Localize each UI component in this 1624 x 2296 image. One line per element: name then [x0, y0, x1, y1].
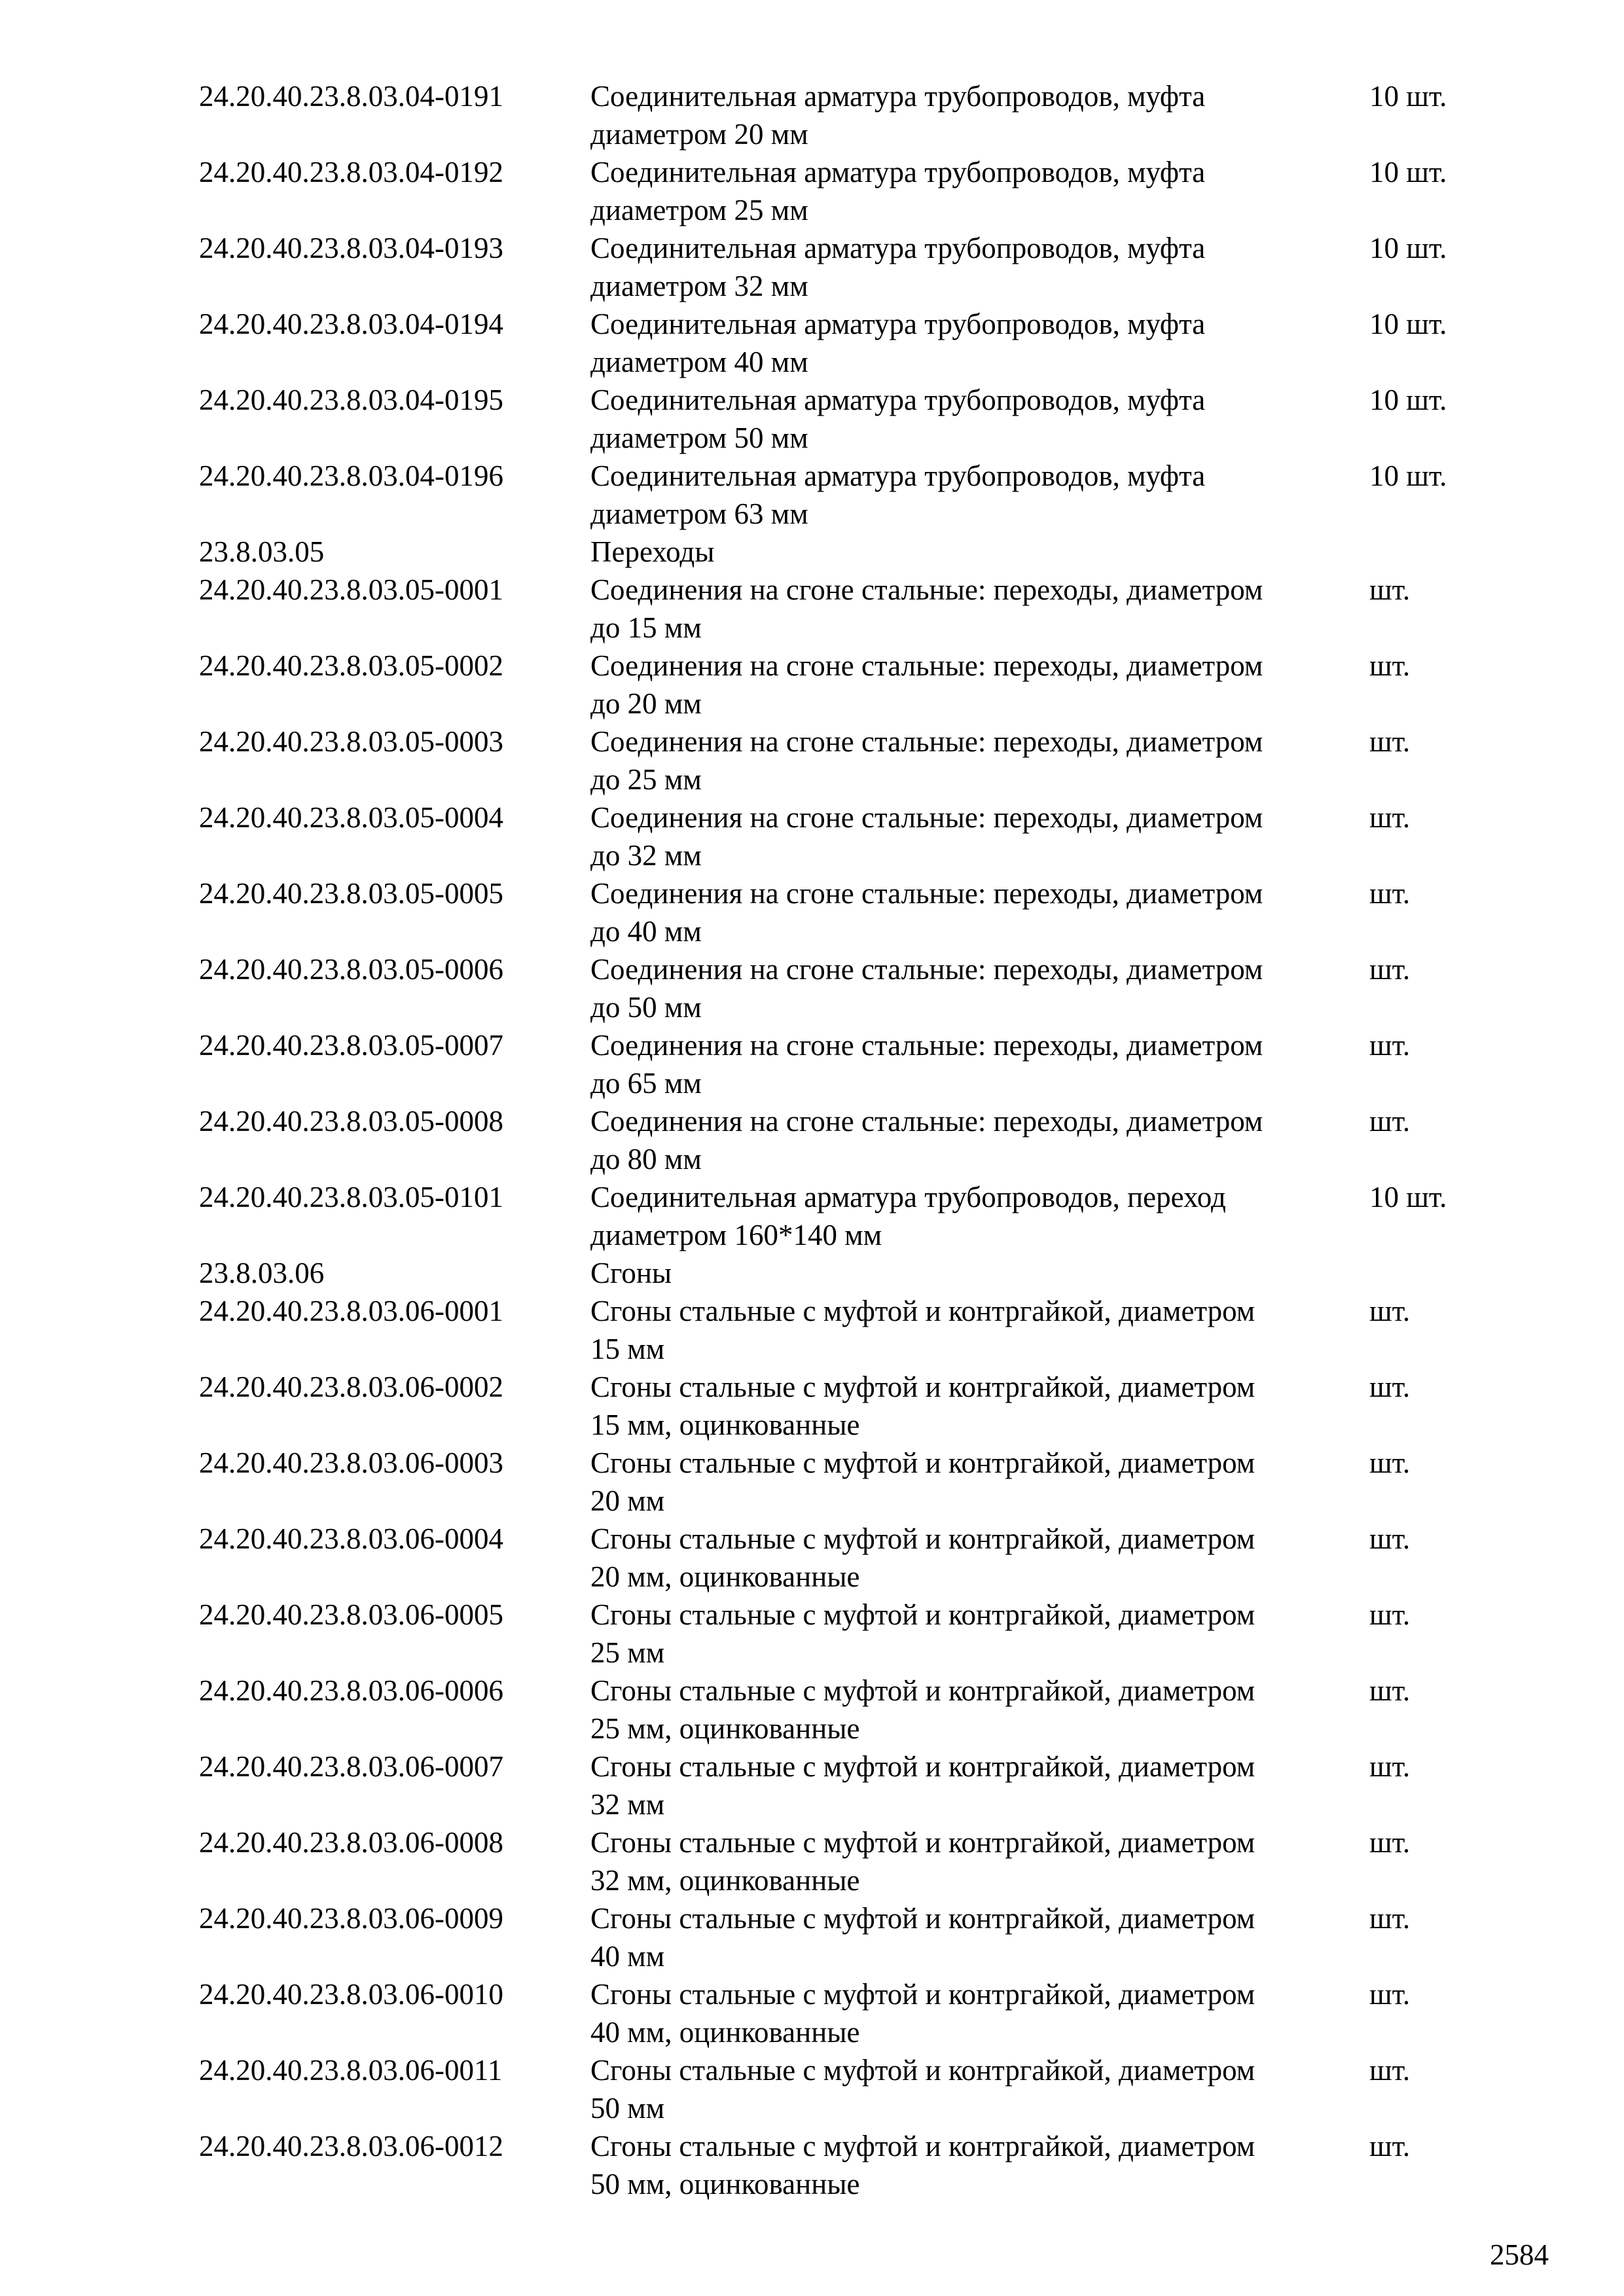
resource-name [590, 2051, 1255, 2127]
resource-code: 24.20.40.23.8.03.06-0001 [199, 1295, 503, 1327]
resource-name-line: Сгоны стальные с муфтой и контргайкой, диаметром [590, 2054, 1255, 2087]
resource-name-line: 15 мм [590, 1333, 665, 1365]
resource-name-line: 15 мм, оцинкованные [590, 1408, 860, 1441]
resource-name-line: Сгоны стальные с муфтой и контргайкой, диаметром [590, 1978, 1255, 2011]
table-row [0, 153, 1624, 229]
resource-code: 24.20.40.23.8.03.05-0001 [199, 573, 503, 606]
resource-name [590, 1748, 1255, 1823]
resource-name-line: диаметром 40 мм [590, 346, 808, 378]
resource-code: 23.8.03.05 [199, 535, 325, 568]
table-row [0, 305, 1624, 381]
resource-code: 24.20.40.23.8.03.06-0009 [199, 1902, 503, 1935]
resource-name-line: 25 мм [590, 1636, 665, 1669]
unit-of-measure: шт. [1369, 573, 1411, 606]
resource-code: 24.20.40.23.8.03.06-0006 [199, 1674, 503, 1707]
resource-code: 24.20.40.23.8.03.05-0006 [199, 953, 503, 986]
resource-name-line: Соединительная арматура трубопроводов, переход [590, 1181, 1226, 1213]
resource-code: 24.20.40.23.8.03.05-0101 [199, 1181, 503, 1213]
resource-code: 24.20.40.23.8.03.06-0002 [199, 1371, 503, 1403]
resource-name-line: 20 мм [590, 1484, 665, 1517]
resource-name [590, 723, 1263, 798]
unit-of-measure: 10 шт. [1369, 232, 1447, 264]
table-row [0, 1596, 1624, 1672]
table-row [0, 457, 1624, 533]
resource-name [590, 457, 1205, 533]
resource-name [590, 1102, 1263, 1178]
table-row [0, 1975, 1624, 2051]
unit-of-measure: шт. [1369, 1371, 1411, 1403]
resource-code: 24.20.40.23.8.03.04-0191 [199, 80, 503, 113]
resource-name-line: Соединения на сгоне стальные: переходы, диаметром [590, 1105, 1263, 1138]
unit-of-measure: шт. [1369, 1029, 1411, 1062]
resource-name [590, 1823, 1255, 1899]
resource-name-line: Сгоны стальные с муфтой и контргайкой, диаметром [590, 1371, 1255, 1403]
resource-name-line: до 32 мм [590, 839, 702, 872]
resource-name-line: до 40 мм [590, 915, 702, 948]
table-row [0, 1748, 1624, 1823]
resource-name [590, 1368, 1255, 1444]
resource-code: 24.20.40.23.8.03.05-0004 [199, 801, 503, 834]
unit-of-measure: шт. [1369, 649, 1411, 682]
resource-code: 24.20.40.23.8.03.06-0011 [199, 2054, 503, 2087]
resource-name-line: диаметром 25 мм [590, 194, 808, 226]
resource-code: 23.8.03.06 [199, 1257, 325, 1289]
resource-name-line: Соединительная арматура трубопроводов, муфта [590, 384, 1206, 416]
resource-name-line: Соединительная арматура трубопроводов, муфта [590, 308, 1206, 340]
resource-name-line: диаметром 32 мм [590, 270, 808, 302]
section-header-row [0, 533, 1624, 571]
resource-name-line: Соединения на сгоне стальные: переходы, диаметром [590, 1029, 1263, 1062]
resource-name [590, 1026, 1263, 1102]
resource-name-line: диаметром 50 мм [590, 422, 808, 454]
table-row [0, 874, 1624, 950]
unit-of-measure: шт. [1369, 1446, 1411, 1479]
resource-name-line: Соединения на сгоне стальные: переходы, диаметром [590, 725, 1263, 758]
resource-name-line: Переходы [590, 535, 715, 568]
resource-name [590, 1254, 672, 1292]
resource-code: 24.20.40.23.8.03.05-0002 [199, 649, 503, 682]
resource-code: 24.20.40.23.8.03.04-0192 [199, 156, 503, 188]
table-row [0, 77, 1624, 153]
resource-name-line: 50 мм [590, 2092, 665, 2125]
unit-of-measure: шт. [1369, 1978, 1411, 2011]
table-row [0, 2127, 1624, 2203]
resource-code: 24.20.40.23.8.03.05-0005 [199, 877, 503, 910]
resource-name [590, 533, 714, 571]
table-row [0, 1444, 1624, 1520]
unit-of-measure: шт. [1369, 1674, 1411, 1707]
resource-code: 24.20.40.23.8.03.06-0004 [199, 1522, 503, 1555]
resource-name [590, 647, 1263, 723]
resource-name-line: Соединения на сгоне стальные: переходы, диаметром [590, 953, 1263, 986]
resource-code: 24.20.40.23.8.03.04-0193 [199, 232, 503, 264]
resource-name-line: Соединительная арматура трубопроводов, муфта [590, 80, 1206, 113]
resource-name-line: до 65 мм [590, 1067, 702, 1100]
table-row [0, 571, 1624, 647]
resource-name [590, 571, 1263, 647]
resource-name-line: до 25 мм [590, 763, 702, 796]
resource-name-line: Сгоны [590, 1257, 672, 1289]
table-row [0, 2051, 1624, 2127]
resource-name-line: Сгоны стальные с муфтой и контргайкой, диаметром [590, 1902, 1255, 1935]
table-row [0, 950, 1624, 1026]
resource-name-line: Соединительная арматура трубопроводов, муфта [590, 232, 1206, 264]
resource-name-line: Сгоны стальные с муфтой и контргайкой, диаметром [590, 1826, 1255, 1859]
table-row [0, 1823, 1624, 1899]
unit-of-measure: шт. [1369, 1598, 1411, 1631]
resource-name [590, 798, 1263, 874]
resource-name-line: до 50 мм [590, 991, 702, 1024]
resource-name-line: Сгоны стальные с муфтой и контргайкой, диаметром [590, 1598, 1255, 1631]
resource-name-line: Сгоны стальные с муфтой и контргайкой, диаметром [590, 1750, 1255, 1783]
resource-code: 24.20.40.23.8.03.06-0010 [199, 1978, 503, 2011]
unit-of-measure: 10 шт. [1369, 459, 1447, 492]
resource-name-line: Сгоны стальные с муфтой и контргайкой, диаметром [590, 1446, 1255, 1479]
unit-of-measure: 10 шт. [1369, 384, 1447, 416]
resource-name-line: Соединительная арматура трубопроводов, муфта [590, 156, 1206, 188]
resource-name [590, 1178, 1226, 1254]
resource-name-line: Сгоны стальные с муфтой и контргайкой, диаметром [590, 1522, 1255, 1555]
unit-of-measure: шт. [1369, 1902, 1411, 1935]
table-row [0, 1292, 1624, 1368]
resource-name-line: диаметром 63 мм [590, 497, 808, 530]
resource-name [590, 1899, 1255, 1975]
resource-name-line: Сгоны стальные с муфтой и контргайкой, диаметром [590, 2130, 1255, 2162]
resource-name [590, 1975, 1255, 2051]
table-row [0, 381, 1624, 457]
section-header-row [0, 1254, 1624, 1292]
table-row [0, 1178, 1624, 1254]
resource-name [590, 1520, 1255, 1596]
resource-name-line: до 15 мм [590, 611, 702, 644]
resource-code: 24.20.40.23.8.03.05-0008 [199, 1105, 503, 1138]
resource-code: 24.20.40.23.8.03.05-0007 [199, 1029, 503, 1062]
table-row [0, 1899, 1624, 1975]
resource-code: 24.20.40.23.8.03.06-0007 [199, 1750, 503, 1783]
resource-name-line: Соединения на сгоне стальные: переходы, диаметром [590, 801, 1263, 834]
resource-name-line: Сгоны стальные с муфтой и контргайкой, диаметром [590, 1295, 1255, 1327]
page-number: 2584 [1490, 2238, 1549, 2271]
unit-of-measure: шт. [1369, 801, 1411, 834]
unit-of-measure: шт. [1369, 1522, 1411, 1555]
unit-of-measure: шт. [1369, 1105, 1411, 1138]
unit-of-measure: 10 шт. [1369, 80, 1447, 113]
unit-of-measure: шт. [1369, 877, 1411, 910]
resource-name-line: 32 мм [590, 1788, 665, 1821]
resource-name-line: 50 мм, оцинкованные [590, 2168, 860, 2200]
table-row [0, 229, 1624, 305]
resource-name [590, 874, 1263, 950]
resource-name-line: 20 мм, оцинкованные [590, 1560, 860, 1593]
resource-name-line: диаметром 160*140 мм [590, 1219, 882, 1251]
table-row [0, 798, 1624, 874]
resource-name [590, 1672, 1255, 1748]
resource-code: 24.20.40.23.8.03.06-0008 [199, 1826, 503, 1859]
resource-name [590, 229, 1205, 305]
unit-of-measure: 10 шт. [1369, 308, 1447, 340]
resource-name-line: 40 мм [590, 1940, 665, 1973]
table-row [0, 1026, 1624, 1102]
resource-name [590, 153, 1205, 229]
resource-name [590, 1596, 1255, 1672]
resource-name [590, 1444, 1255, 1520]
resource-name-line: Соединения на сгоне стальные: переходы, диаметром [590, 877, 1263, 910]
resource-name-line: до 80 мм [590, 1143, 702, 1175]
unit-of-measure: шт. [1369, 1295, 1411, 1327]
resource-name-line: Соединительная арматура трубопроводов, муфта [590, 459, 1206, 492]
resource-code: 24.20.40.23.8.03.06-0003 [199, 1446, 503, 1479]
table-row [0, 647, 1624, 723]
table-row [0, 1520, 1624, 1596]
unit-of-measure: 10 шт. [1369, 156, 1447, 188]
resource-name-line: Соединения на сгоне стальные: переходы, диаметром [590, 649, 1263, 682]
table-row [0, 1102, 1624, 1178]
resource-name-line: диаметром 20 мм [590, 118, 808, 151]
resource-name-line: до 20 мм [590, 687, 702, 720]
unit-of-measure: шт. [1369, 2054, 1411, 2087]
price-list-table [0, 77, 1624, 2203]
resource-code: 24.20.40.23.8.03.05-0003 [199, 725, 503, 758]
unit-of-measure: шт. [1369, 1826, 1411, 1859]
unit-of-measure: шт. [1369, 2130, 1411, 2162]
resource-name [590, 305, 1205, 381]
resource-name [590, 1292, 1255, 1368]
resource-code: 24.20.40.23.8.03.06-0005 [199, 1598, 503, 1631]
resource-name-line: Сгоны стальные с муфтой и контргайкой, диаметром [590, 1674, 1255, 1707]
resource-code: 24.20.40.23.8.03.04-0194 [199, 308, 503, 340]
resource-name-line: 32 мм, оцинкованные [590, 1864, 860, 1897]
unit-of-measure: шт. [1369, 1750, 1411, 1783]
resource-name-line: Соединения на сгоне стальные: переходы, диаметром [590, 573, 1263, 606]
resource-name-line: 25 мм, оцинкованные [590, 1712, 860, 1745]
resource-name [590, 381, 1205, 457]
unit-of-measure: шт. [1369, 953, 1411, 986]
table-row [0, 1672, 1624, 1748]
resource-name [590, 950, 1263, 1026]
resource-code: 24.20.40.23.8.03.06-0012 [199, 2130, 503, 2162]
resource-code: 24.20.40.23.8.03.04-0195 [199, 384, 503, 416]
table-row [0, 1368, 1624, 1444]
unit-of-measure: шт. [1369, 725, 1411, 758]
resource-name-line: 40 мм, оцинкованные [590, 2016, 860, 2049]
table-row [0, 723, 1624, 798]
unit-of-measure: 10 шт. [1369, 1181, 1447, 1213]
resource-code: 24.20.40.23.8.03.04-0196 [199, 459, 503, 492]
resource-name [590, 77, 1205, 153]
resource-name [590, 2127, 1255, 2203]
